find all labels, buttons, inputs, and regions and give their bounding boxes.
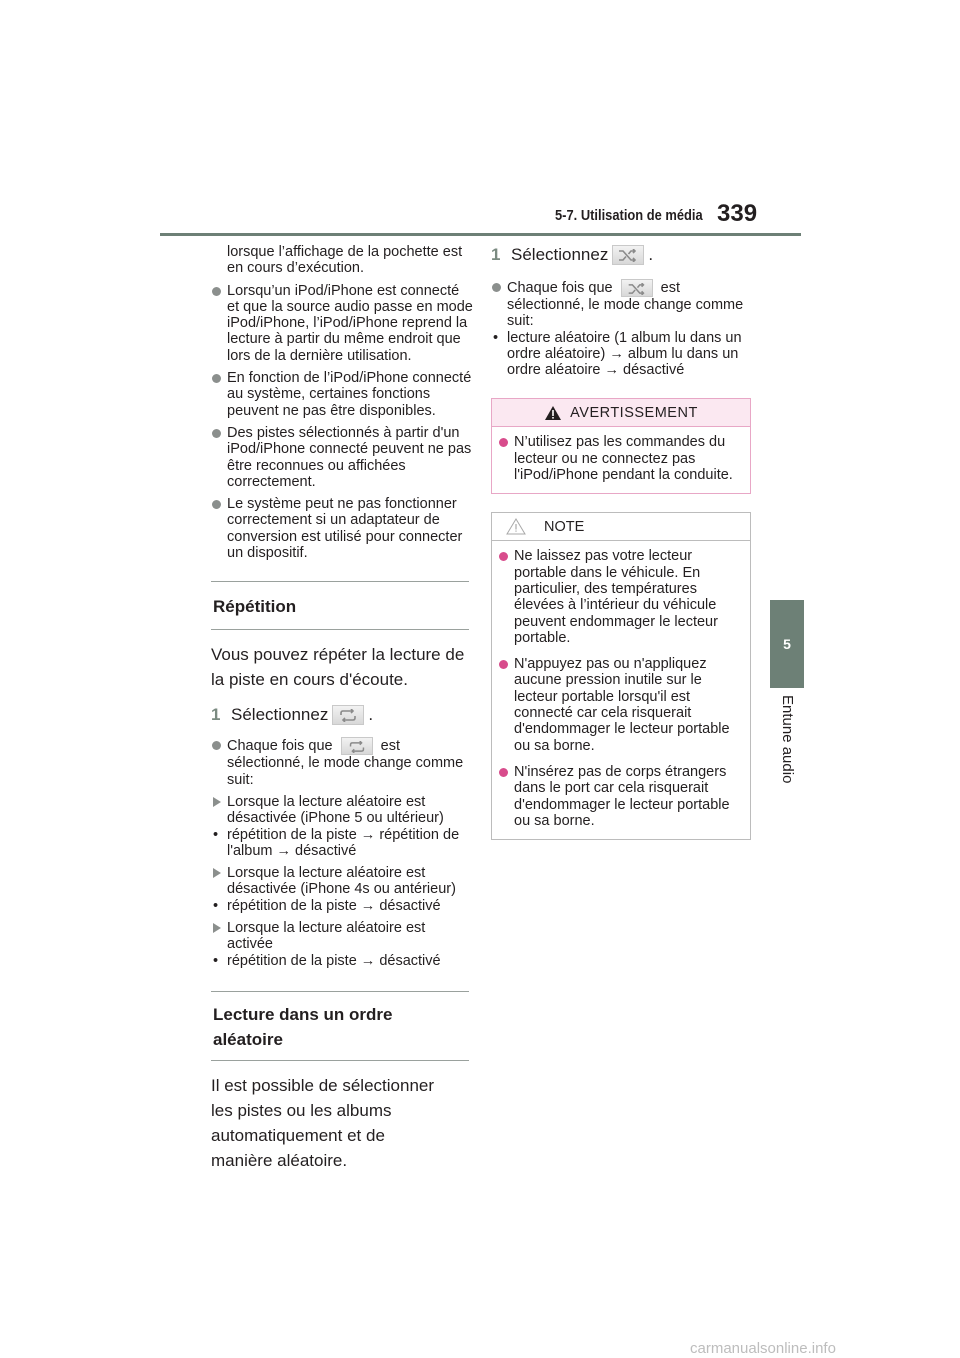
step-number: 1	[491, 245, 501, 264]
note-item	[498, 548, 742, 646]
repeat-button-inline	[341, 737, 373, 755]
dot-marker: •	[493, 329, 499, 346]
case-sequence-text: répétition de la piste → répétition de l'album → désactivé	[227, 826, 460, 859]
shuffle-button	[612, 245, 644, 265]
warning-item-text: N’utilisez pas les commandes du lecteur ou ne connectez pas l'iPod/iPhone pendant la conduite.	[514, 434, 733, 484]
note-item-text: N'appuyez pas ou n'appliquez aucune pression inutile sur le lecteur portable lorsqu'il est connecté car cela risquerait d'endommager le lecteur portable ou sa borne.	[514, 656, 730, 754]
dot-marker: •	[213, 897, 219, 914]
repeat-note	[211, 737, 473, 788]
note-pre: Chaque fois que	[507, 279, 613, 296]
step-number: 1	[211, 705, 221, 725]
shuffle-heading: Lecture dans un ordre aléatoire	[211, 991, 469, 1061]
left-column	[211, 244, 473, 1173]
chapter-side-label-text: Entune audio	[779, 695, 796, 784]
warning-title: AVERTISSEMENT	[570, 404, 698, 421]
warning-header	[492, 399, 750, 427]
step-end: .	[648, 245, 654, 264]
shuffle-sequence-text: lecture aléatoire (1 album lu dans un ordre aléatoire) → album lu dans un ordre aléatoire → désactivé	[507, 329, 742, 379]
list-item	[211, 496, 473, 561]
warning-body	[492, 427, 750, 493]
repeat-icon	[347, 741, 367, 753]
intro-continuation: lorsque l’affichage de la pochette est en cours d’exécution.	[227, 244, 463, 277]
note-item	[498, 656, 742, 754]
repeat-step	[211, 702, 473, 727]
repeat-button	[332, 705, 364, 725]
shuffle-icon	[618, 249, 638, 262]
case-sequence	[211, 898, 473, 914]
shuffle-body: Il est possible de sélectionner les pistes ou les albums automatiquement et de manière aléatoire.	[211, 1075, 435, 1170]
note-pre: Chaque fois que	[227, 738, 333, 755]
list-item	[211, 283, 473, 364]
caution-outline-icon	[506, 518, 526, 535]
note-body	[492, 541, 750, 839]
list-item-text: Lorsqu’un iPod/iPhone est connecté et que la source audio passe en mode iPod/iPhone, l’iPod/iPhone reprend la lecture à partir du même endroit que lors de la dernière utilisation.	[227, 282, 473, 364]
note-header	[492, 513, 750, 541]
bullet-dot-icon	[212, 287, 221, 296]
case-condition	[211, 865, 473, 898]
note-box	[491, 512, 751, 840]
warning-item	[498, 434, 742, 483]
repeat-body: Vous pouvez répéter la lecture de la piste en cours d'écoute.	[211, 645, 465, 690]
note-item	[498, 764, 742, 829]
bullet-dot-icon	[212, 429, 221, 438]
page-number: 339	[717, 200, 758, 227]
list-item-text: En fonction de l’iPod/iPhone connecté au système, certaines fonctions peuvent ne pas être disponibles.	[227, 370, 472, 419]
bullet-dot-icon	[212, 741, 221, 750]
case-condition	[211, 920, 473, 953]
warning-box	[491, 398, 751, 494]
dot-marker: •	[213, 826, 219, 843]
case-sequence-text: répétition de la piste → désactivé	[227, 952, 441, 969]
list-item-text: Des pistes sélectionnés à partir d'un iPod/iPhone connecté peuvent ne pas être reconnues ou affichées correctement.	[227, 424, 472, 490]
shuffle-button-inline	[621, 279, 653, 297]
bullet-dot-icon	[212, 500, 221, 509]
step-text: Sélectionnez	[231, 705, 329, 725]
bullet-dot-icon	[499, 552, 508, 561]
dot-marker: •	[213, 952, 219, 969]
case-sequence-text: répétition de la piste → désactivé	[227, 897, 441, 914]
case-sequence	[211, 827, 473, 860]
note-post: est sélectionné, le mode change comme suit:	[227, 738, 464, 788]
warning-triangle-icon	[544, 405, 562, 421]
list-item	[211, 425, 473, 490]
chapter-tab-number: 5	[783, 636, 791, 652]
note-post: est sélectionné, le mode change comme suit:	[507, 279, 744, 330]
case-condition-text: Lorsque la lecture aléatoire est activée	[227, 920, 426, 953]
watermark: carmanualsonline.info	[690, 1340, 836, 1357]
chapter-tab	[770, 600, 804, 688]
header-rule	[160, 233, 801, 236]
shuffle-icon	[627, 283, 647, 295]
bullet-dot-icon	[492, 283, 501, 292]
case-condition-text: Lorsque la lecture aléatoire est désactivée (iPhone 4s ou antérieur)	[227, 865, 456, 898]
triangle-bullet-icon	[213, 923, 221, 933]
bullet-dot-icon	[499, 768, 508, 777]
case-sequence	[211, 953, 473, 969]
bullet-dot-icon	[499, 438, 508, 447]
repeat-icon	[338, 709, 358, 722]
triangle-bullet-icon	[213, 868, 221, 878]
list-item-text: Le système peut ne pas fonctionner correctement si un adaptateur de conversion est utilisé pour connecter un dispositif.	[227, 496, 463, 562]
shuffle-step	[491, 242, 753, 267]
chapter-side-label	[773, 695, 801, 835]
triangle-bullet-icon	[213, 797, 221, 807]
shuffle-sequence	[491, 330, 753, 379]
list-item	[211, 370, 473, 419]
note-item-text: N'insérez pas de corps étrangers dans le port car cela risquerait d'endommager le lecteur portable ou sa borne.	[514, 763, 730, 829]
section-title: 5-7. Utilisation de média	[555, 207, 703, 224]
case-condition	[211, 794, 473, 827]
case-condition-text: Lorsque la lecture aléatoire est désactivée (iPhone 5 ou ultérieur)	[227, 793, 444, 827]
repeat-heading: Répétition	[211, 581, 469, 630]
bullet-dot-icon	[499, 660, 508, 669]
step-end: .	[368, 705, 374, 725]
note-title: NOTE	[544, 518, 585, 535]
note-item-text: Ne laissez pas votre lecteur portable dans le véhicule. En particulier, des températures élevées à l’intérieur du véhicule peuvent endommager le lecteur portable.	[514, 548, 718, 646]
step-text: Sélectionnez	[511, 245, 609, 264]
shuffle-note	[491, 279, 753, 330]
bullet-dot-icon	[212, 374, 221, 383]
right-column	[491, 242, 753, 840]
